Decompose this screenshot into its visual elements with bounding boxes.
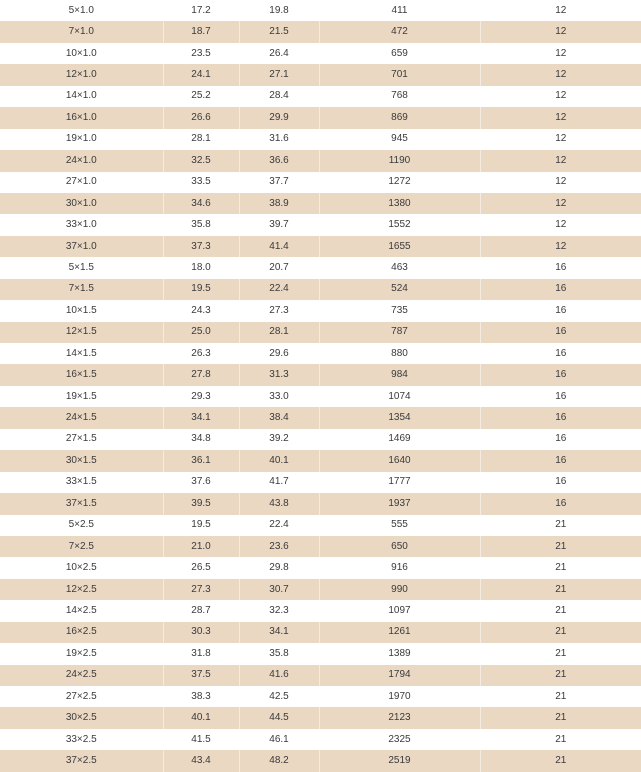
value-a-cell: 33.5: [163, 172, 239, 193]
value-a-cell: 41.5: [163, 729, 239, 750]
value-d-cell: 21: [480, 622, 641, 643]
value-d-cell: 12: [480, 172, 641, 193]
table-row: [0, 665, 641, 686]
value-d-cell: 12: [480, 236, 641, 257]
cores-size-cell: 27×2.5: [0, 686, 163, 707]
value-c-cell: 945: [319, 129, 480, 150]
value-c-cell: 1389: [319, 643, 480, 664]
cores-size-cell: 37×1.0: [0, 236, 163, 257]
value-d-cell: 21: [480, 557, 641, 578]
value-c-cell: 787: [319, 322, 480, 343]
value-d-cell: 16: [480, 279, 641, 300]
value-d-cell: 16: [480, 407, 641, 428]
table-row: [0, 193, 641, 214]
value-a-cell: 25.0: [163, 322, 239, 343]
table-row: [0, 707, 641, 728]
value-b-cell: 32.3: [239, 600, 319, 621]
cores-size-cell: 12×2.5: [0, 579, 163, 600]
cores-size-cell: 5×1.0: [0, 0, 163, 21]
value-c-cell: 1794: [319, 665, 480, 686]
cores-size-cell: 12×1.0: [0, 64, 163, 85]
cores-size-cell: 30×1.0: [0, 193, 163, 214]
cores-size-cell: 14×1.5: [0, 343, 163, 364]
value-d-cell: 12: [480, 21, 641, 42]
value-d-cell: 16: [480, 343, 641, 364]
value-b-cell: 41.4: [239, 236, 319, 257]
value-d-cell: 16: [480, 472, 641, 493]
value-a-cell: 30.3: [163, 622, 239, 643]
value-d-cell: 21: [480, 750, 641, 771]
value-a-cell: 26.5: [163, 557, 239, 578]
cores-size-cell: 10×1.5: [0, 300, 163, 321]
value-a-cell: 37.6: [163, 472, 239, 493]
value-b-cell: 36.6: [239, 150, 319, 171]
cores-size-cell: 10×1.0: [0, 43, 163, 64]
table-row: [0, 364, 641, 385]
value-b-cell: 40.1: [239, 450, 319, 471]
value-c-cell: 1937: [319, 493, 480, 514]
value-c-cell: 524: [319, 279, 480, 300]
value-b-cell: 31.3: [239, 364, 319, 385]
value-d-cell: 16: [480, 493, 641, 514]
value-c-cell: 411: [319, 0, 480, 21]
cores-size-cell: 14×2.5: [0, 600, 163, 621]
table-row: [0, 450, 641, 471]
value-a-cell: 40.1: [163, 707, 239, 728]
value-b-cell: 22.4: [239, 279, 319, 300]
cores-size-cell: 5×2.5: [0, 515, 163, 536]
table-row: [0, 236, 641, 257]
table-row: [0, 86, 641, 107]
value-b-cell: 27.1: [239, 64, 319, 85]
value-c-cell: 1640: [319, 450, 480, 471]
table-row: [0, 172, 641, 193]
table-row: [0, 300, 641, 321]
value-a-cell: 32.5: [163, 150, 239, 171]
value-d-cell: 21: [480, 643, 641, 664]
value-c-cell: 990: [319, 579, 480, 600]
value-a-cell: 27.8: [163, 364, 239, 385]
cores-size-cell: 24×1.5: [0, 407, 163, 428]
table-row: [0, 472, 641, 493]
table-row: [0, 429, 641, 450]
value-b-cell: 28.4: [239, 86, 319, 107]
value-d-cell: 12: [480, 107, 641, 128]
table-row: [0, 21, 641, 42]
cores-size-cell: 5×1.5: [0, 257, 163, 278]
value-a-cell: 28.1: [163, 129, 239, 150]
value-a-cell: 29.3: [163, 386, 239, 407]
value-c-cell: 1354: [319, 407, 480, 428]
value-b-cell: 23.6: [239, 536, 319, 557]
value-a-cell: 25.2: [163, 86, 239, 107]
cores-size-cell: 19×1.0: [0, 129, 163, 150]
value-c-cell: 984: [319, 364, 480, 385]
value-d-cell: 12: [480, 86, 641, 107]
value-b-cell: 39.7: [239, 214, 319, 235]
cores-size-cell: 7×2.5: [0, 536, 163, 557]
table-row: [0, 622, 641, 643]
value-c-cell: 463: [319, 257, 480, 278]
value-c-cell: 2325: [319, 729, 480, 750]
value-d-cell: 12: [480, 0, 641, 21]
cores-size-cell: 19×2.5: [0, 643, 163, 664]
value-d-cell: 12: [480, 64, 641, 85]
value-d-cell: 12: [480, 193, 641, 214]
value-a-cell: 18.0: [163, 257, 239, 278]
cores-size-cell: 37×1.5: [0, 493, 163, 514]
value-d-cell: 16: [480, 257, 641, 278]
value-b-cell: 29.6: [239, 343, 319, 364]
value-a-cell: 23.5: [163, 43, 239, 64]
value-d-cell: 21: [480, 686, 641, 707]
table-row: [0, 579, 641, 600]
value-b-cell: 26.4: [239, 43, 319, 64]
cores-size-cell: 16×1.0: [0, 107, 163, 128]
value-c-cell: 880: [319, 343, 480, 364]
table-row: [0, 536, 641, 557]
value-a-cell: 26.6: [163, 107, 239, 128]
value-b-cell: 30.7: [239, 579, 319, 600]
table-row: [0, 322, 641, 343]
table-row: [0, 43, 641, 64]
cores-size-cell: 24×1.0: [0, 150, 163, 171]
cores-size-cell: 14×1.0: [0, 86, 163, 107]
value-d-cell: 12: [480, 150, 641, 171]
value-b-cell: 29.9: [239, 107, 319, 128]
value-b-cell: 38.9: [239, 193, 319, 214]
value-d-cell: 21: [480, 536, 641, 557]
table-row: [0, 686, 641, 707]
table-row: [0, 643, 641, 664]
value-b-cell: 41.6: [239, 665, 319, 686]
value-c-cell: 768: [319, 86, 480, 107]
value-c-cell: 735: [319, 300, 480, 321]
value-b-cell: 31.6: [239, 129, 319, 150]
table-row: [0, 343, 641, 364]
value-b-cell: 27.3: [239, 300, 319, 321]
value-a-cell: 21.0: [163, 536, 239, 557]
value-a-cell: 24.3: [163, 300, 239, 321]
value-d-cell: 16: [480, 322, 641, 343]
value-c-cell: 916: [319, 557, 480, 578]
value-c-cell: 472: [319, 21, 480, 42]
value-d-cell: 12: [480, 129, 641, 150]
cores-size-cell: 7×1.5: [0, 279, 163, 300]
value-c-cell: 659: [319, 43, 480, 64]
value-b-cell: 28.1: [239, 322, 319, 343]
table-row: [0, 386, 641, 407]
value-b-cell: 42.5: [239, 686, 319, 707]
table-row: [0, 279, 641, 300]
cores-size-cell: 16×2.5: [0, 622, 163, 643]
table-row: [0, 150, 641, 171]
cores-size-cell: 27×1.5: [0, 429, 163, 450]
value-b-cell: 46.1: [239, 729, 319, 750]
value-d-cell: 12: [480, 43, 641, 64]
table-row: [0, 515, 641, 536]
value-c-cell: 555: [319, 515, 480, 536]
value-b-cell: 44.5: [239, 707, 319, 728]
table-row: [0, 129, 641, 150]
value-a-cell: 27.3: [163, 579, 239, 600]
value-c-cell: 869: [319, 107, 480, 128]
value-d-cell: 21: [480, 515, 641, 536]
value-c-cell: 2123: [319, 707, 480, 728]
cores-size-cell: 33×1.0: [0, 214, 163, 235]
cores-size-cell: 27×1.0: [0, 172, 163, 193]
value-a-cell: 26.3: [163, 343, 239, 364]
value-d-cell: 16: [480, 429, 641, 450]
value-c-cell: 1190: [319, 150, 480, 171]
value-c-cell: 701: [319, 64, 480, 85]
value-b-cell: 33.0: [239, 386, 319, 407]
value-a-cell: 37.3: [163, 236, 239, 257]
value-a-cell: 39.5: [163, 493, 239, 514]
value-b-cell: 48.2: [239, 750, 319, 771]
cores-size-cell: 16×1.5: [0, 364, 163, 385]
value-c-cell: 1777: [319, 472, 480, 493]
value-d-cell: 16: [480, 450, 641, 471]
value-a-cell: 43.4: [163, 750, 239, 771]
value-a-cell: 34.1: [163, 407, 239, 428]
table-row: [0, 557, 641, 578]
value-b-cell: 41.7: [239, 472, 319, 493]
value-c-cell: 1097: [319, 600, 480, 621]
value-c-cell: 2519: [319, 750, 480, 771]
value-b-cell: 37.7: [239, 172, 319, 193]
value-a-cell: 34.6: [163, 193, 239, 214]
value-b-cell: 35.8: [239, 643, 319, 664]
cores-size-cell: 30×1.5: [0, 450, 163, 471]
value-a-cell: 19.5: [163, 279, 239, 300]
table-row: [0, 407, 641, 428]
value-c-cell: 1552: [319, 214, 480, 235]
table-row: [0, 0, 641, 21]
value-a-cell: 37.5: [163, 665, 239, 686]
value-c-cell: 1655: [319, 236, 480, 257]
table-row: [0, 214, 641, 235]
value-c-cell: 650: [319, 536, 480, 557]
value-a-cell: 31.8: [163, 643, 239, 664]
value-c-cell: 1261: [319, 622, 480, 643]
cores-size-cell: 24×2.5: [0, 665, 163, 686]
value-d-cell: 16: [480, 364, 641, 385]
value-a-cell: 34.8: [163, 429, 239, 450]
value-d-cell: 21: [480, 665, 641, 686]
cores-size-cell: 7×1.0: [0, 21, 163, 42]
value-a-cell: 35.8: [163, 214, 239, 235]
value-d-cell: 21: [480, 600, 641, 621]
table-row: [0, 600, 641, 621]
cores-size-cell: 30×2.5: [0, 707, 163, 728]
value-d-cell: 21: [480, 707, 641, 728]
value-a-cell: 24.1: [163, 64, 239, 85]
value-b-cell: 22.4: [239, 515, 319, 536]
value-d-cell: 21: [480, 579, 641, 600]
cores-size-cell: 10×2.5: [0, 557, 163, 578]
value-c-cell: 1970: [319, 686, 480, 707]
table-row: [0, 729, 641, 750]
table-row: [0, 257, 641, 278]
value-a-cell: 17.2: [163, 0, 239, 21]
value-d-cell: 16: [480, 386, 641, 407]
cores-size-cell: 33×2.5: [0, 729, 163, 750]
value-a-cell: 38.3: [163, 686, 239, 707]
value-d-cell: 16: [480, 300, 641, 321]
cores-size-cell: 37×2.5: [0, 750, 163, 771]
value-b-cell: 19.8: [239, 0, 319, 21]
value-b-cell: 21.5: [239, 21, 319, 42]
cores-size-cell: 33×1.5: [0, 472, 163, 493]
value-b-cell: 39.2: [239, 429, 319, 450]
value-b-cell: 43.8: [239, 493, 319, 514]
value-d-cell: 12: [480, 214, 641, 235]
value-c-cell: 1074: [319, 386, 480, 407]
table-row: [0, 493, 641, 514]
value-a-cell: 28.7: [163, 600, 239, 621]
value-c-cell: 1272: [319, 172, 480, 193]
value-c-cell: 1469: [319, 429, 480, 450]
table-row: [0, 64, 641, 85]
value-a-cell: 18.7: [163, 21, 239, 42]
value-c-cell: 1380: [319, 193, 480, 214]
cores-size-cell: 19×1.5: [0, 386, 163, 407]
value-d-cell: 21: [480, 729, 641, 750]
cores-size-cell: 12×1.5: [0, 322, 163, 343]
value-b-cell: 34.1: [239, 622, 319, 643]
table-row: [0, 750, 641, 771]
value-a-cell: 36.1: [163, 450, 239, 471]
value-b-cell: 20.7: [239, 257, 319, 278]
value-b-cell: 38.4: [239, 407, 319, 428]
table-row: [0, 107, 641, 128]
value-a-cell: 19.5: [163, 515, 239, 536]
value-b-cell: 29.8: [239, 557, 319, 578]
